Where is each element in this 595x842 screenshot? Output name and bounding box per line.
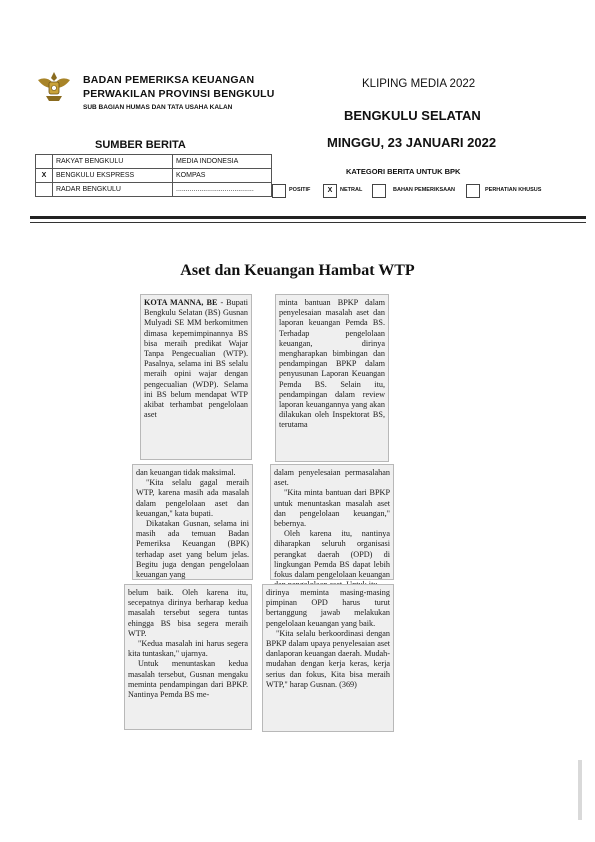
bpk-garuda-logo: [34, 66, 74, 106]
kliping-title: KLIPING MEDIA 2022: [362, 78, 476, 90]
header-divider: [30, 216, 586, 219]
region-title: BENGKULU SELATAN: [344, 108, 481, 123]
article-paragraph: "Kita selalu berkoordinasi dengan BPKP dalam upaya penyelesaian aset danlaporan keuangan daerah. Mudah-mudahan dengan kerja keras, kerja serius dan fokus, Kita bisa meraih WTP," harap Gusnan. (369): [266, 628, 390, 689]
article-byline: KOTA MANNA, BE: [144, 298, 218, 307]
source-name: ........................................: [173, 183, 272, 197]
table-row: [36, 169, 272, 183]
article-paragraph: belum baik. Oleh karena itu, secepatnya dirinya berharap kedua masalah tersebut segera tuntas ehingga BS bisa segera meraih WTP.: [128, 588, 248, 638]
source-name: KOMPAS: [173, 169, 272, 183]
article-paragraph: "Kita minta bantuan dari BPKP untuk menuntaskan masalah aset dan pengelolaan keuangan," bebernya.: [274, 488, 390, 529]
article-paragraph: "Kita selalu gagal meraih WTP, karena masih ada masalah dalam pengelolaan aset dan keuangan," kata bupati.: [136, 478, 249, 518]
article-paragraph: minta bantuan BPKP dalam penyelesaian masalah aset dan laporan keuangan Pemda BS. Terhadap pengelolaan keuangan, dirinya mengharapkan bimbingan dan pendampingan BPKP dalam penyusunan Laporan Keuangan Pemda BS. Selain itu, pendampingan dalam review laporan keuangannya yang akan dilakukan oleh Inspektorat BS, terutama: [279, 298, 385, 430]
kategori-title: KATEGORI BERITA UNTUK BPK: [346, 167, 461, 176]
clipping-fragment: [124, 584, 252, 730]
category-checkbox[interactable]: [372, 184, 386, 198]
article-paragraph: Oleh karena itu, nantinya diharapkan seluruh organisasi perangkat daerah (OPD) di lingkungan Pemda BS dapat lebih fokus dalam pengelolaan keuangan: [274, 529, 390, 580]
category-label: BAHAN PEMERIKSAAN: [393, 187, 456, 193]
clipping-fragment: [270, 464, 394, 580]
table-row: [36, 155, 272, 169]
category-checkbox[interactable]: [466, 184, 480, 198]
org-name: BADAN PEMERIKSA KEUANGAN: [83, 74, 255, 86]
scan-edge-mark: [578, 760, 582, 820]
clipping-fragment: [275, 294, 389, 462]
sumber-berita-table: [35, 154, 272, 197]
article-paragraph: dan keuangan tidak maksimal.: [136, 468, 236, 477]
article-paragraph: [144, 298, 248, 420]
source-name: RADAR BENGKULU: [53, 183, 173, 197]
article-paragraph: "Kedua masalah ini harus segera kita tuntaskan," ujarnya.: [128, 639, 248, 659]
clipping-fragment: [140, 294, 252, 460]
source-name: BENGKULU EKSPRESS: [53, 169, 173, 183]
clipping-fragment: [262, 584, 394, 732]
date-title: MINGGU, 23 JANUARI 2022: [327, 135, 497, 150]
source-name: RAKYAT BENGKULU: [53, 155, 173, 169]
article-text: - Bupati Bengkulu Selatan (BS) Gusnan Mulyadi SE MM berkomitmen dimasa kepemimpinannya BS bisa meraih predikat Wajar Tanpa Pengecualian (WTP). Pasalnya, selama ini BS selalu meraih opini wajar dengan pengecualian (WDP). Selama ini BS belum mendapat WTP akibat terhambat pengelolaan aset: [144, 298, 249, 420]
source-mark: [36, 183, 53, 197]
category-checkbox[interactable]: X: [323, 184, 337, 198]
source-name: MEDIA INDONESIA: [173, 155, 272, 169]
source-mark: X: [36, 169, 53, 183]
source-mark: [36, 155, 53, 169]
header-divider: [30, 222, 586, 223]
org-branch: PERWAKILAN PROVINSI BENGKULU: [83, 88, 275, 100]
article-paragraph: Dikatakan Gusnan, selama ini masih ada temuan Badan Pemeriksa Keuangan (BPK) terhadap aset yang belum jelas. Begitu juga dengan pengelolaan keuangan yang: [136, 519, 249, 580]
category-label: PERHATIAN KHUSUS: [485, 187, 542, 193]
article-headline: Aset dan Keuangan Hambat WTP: [180, 262, 415, 279]
category-label: NETRAL: [340, 187, 363, 193]
sumber-berita-title: SUMBER BERITA: [95, 139, 186, 151]
article-paragraph: Untuk menuntaskan kedua masalah tersebut, Gusnan mengaku meminta pendampingan dari BPKP. Nantinya Pemda BS me-: [128, 659, 248, 700]
table-row: [36, 183, 272, 197]
clipping-fragment: [132, 464, 253, 580]
article-paragraph: dalam penyelesaian permasalahan aset.: [274, 468, 390, 488]
article-paragraph: dirinya meminta masing-masing pimpinan OPD harus turut bertanggung jawab melakukan pengelolaan keuangan yang baik.: [266, 588, 390, 628]
org-subdivision: SUB BAGIAN HUMAS DAN TATA USAHA KALAN: [83, 104, 233, 111]
category-label: POSITIF: [289, 187, 311, 193]
category-checkbox[interactable]: [272, 184, 286, 198]
